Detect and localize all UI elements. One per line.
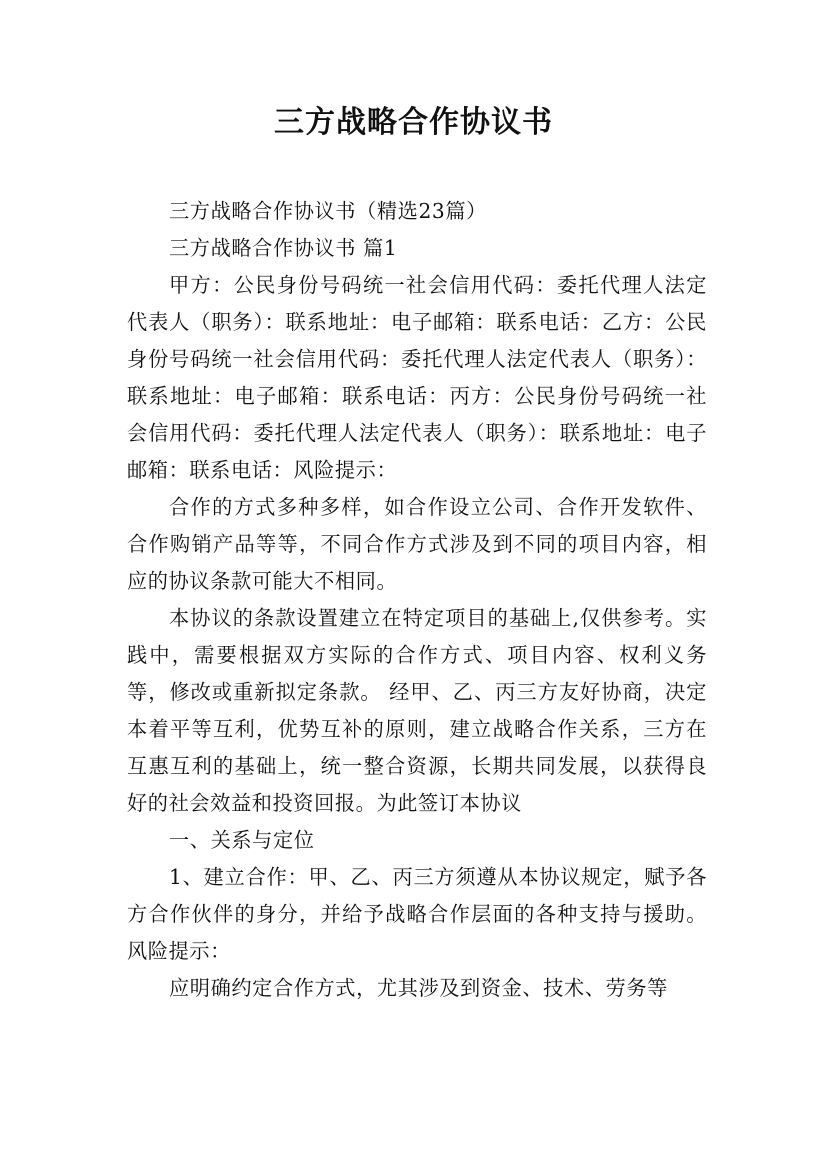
document-body <box>127 193 707 1007</box>
paragraph-section-heading: 三方战略合作协议书 篇1 <box>169 236 398 260</box>
paragraph-cooperation-methods: 合作的方式多种多样，如合作设立公司、合作开发软件、合作购销产品等等，不同合作方式涉及到不同的项目内容，相应的协议条款可能大不相同。 <box>127 495 707 593</box>
paragraph-parties: 甲方：公民身份号码统一社会信用代码：委托代理人法定代表人（职务）：联系地址：电子邮箱：联系电话：乙方：公民身份号码统一社会信用代码：委托代理人法定代表人（职务）：联系地址：电子邮箱：联系电话：丙方：公民身份号码统一社会信用代码：委托代理人法定代表人（职务）：联系地址：电子邮箱：联系电话：风险提示： <box>127 273 707 482</box>
paragraph-relationship-heading: 一、关系与定位 <box>169 828 315 852</box>
document-title: 三方战略合作协议书 <box>274 105 553 140</box>
paragraph-subtitle: 三方战略合作协议书（精选23篇） <box>169 199 487 223</box>
paragraph-terms-basis: 本协议的条款设置建立在特定项目的基础上,仅供参考。实践中，需要根据双方实际的合作方式、项目内容、权利义务等，修改或重新拟定条款。 经甲、乙、丙三方友好协商，决定本着平等互利，优势互补的原则，建立战略合作关系，三方在互惠互利的基础上，统一整合资源，长期共同发展，以获得良好的社会效益和投资回报。为此签订本协议 <box>127 606 707 815</box>
paragraph-establish-cooperation: 1、建立合作：甲、乙、丙三方须遵从本协议规定，赋予各方合作伙伴的身分，并给予战略合作层面的各种支持与援助。风险提示： <box>127 865 707 963</box>
paragraph-cooperation-mode: 应明确约定合作方式，尤其涉及到资金、技术、劳务等 <box>169 976 668 1000</box>
